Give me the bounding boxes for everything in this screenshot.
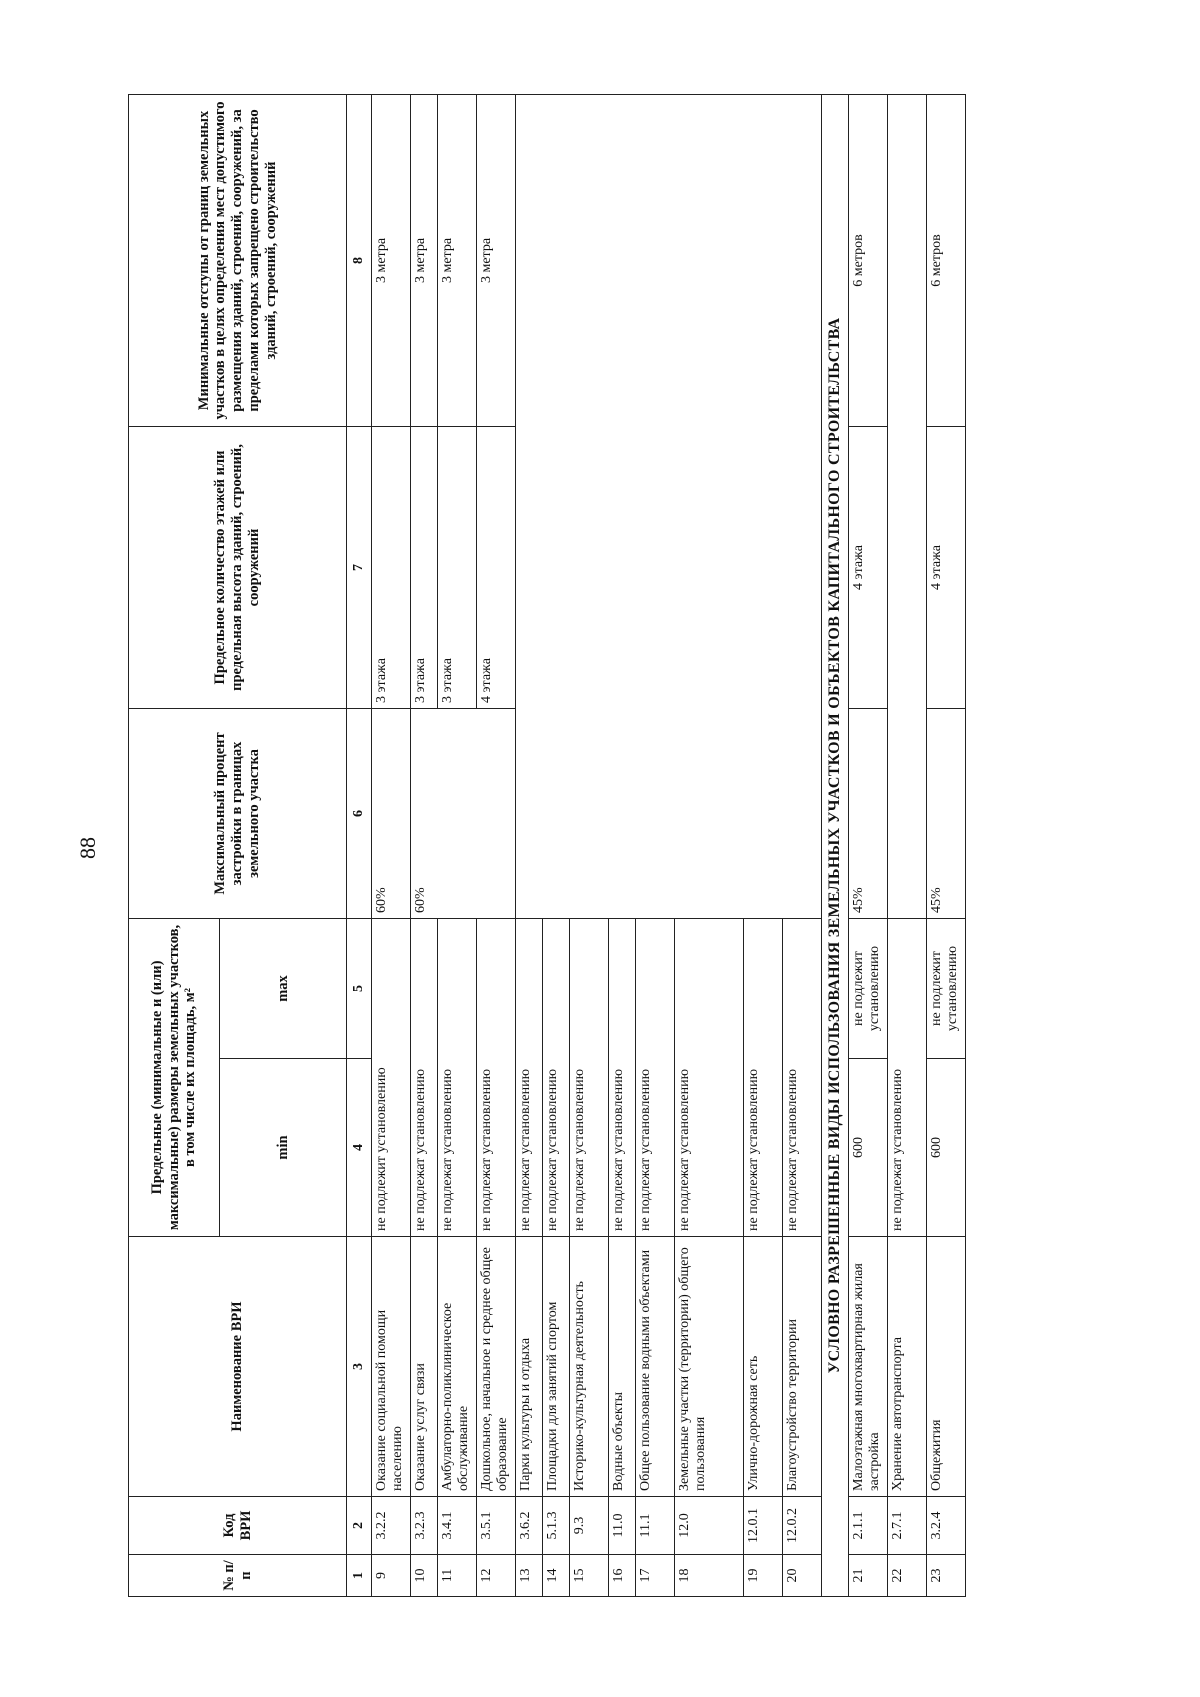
row-size: не подлежат установлению	[675, 918, 744, 1236]
row-code: 3.5.1	[477, 1497, 516, 1555]
table-row	[888, 94, 927, 1596]
column-number: 4	[347, 1059, 372, 1237]
row-floors: 3 этажа	[372, 426, 411, 708]
row-setback: 3 метра	[438, 94, 477, 426]
row-num: 14	[543, 1555, 570, 1597]
row-name: Площадки для занятий спортом	[543, 1237, 570, 1497]
row-max: не подлежит установлению	[927, 918, 966, 1058]
column-number: 3	[347, 1237, 372, 1497]
rotated-table-container	[128, 95, 1090, 1597]
column-number: 2	[347, 1497, 372, 1555]
row-num: 10	[411, 1555, 438, 1597]
header-num: № п/п	[129, 1555, 347, 1597]
row-size: не подлежат установлению	[609, 918, 636, 1236]
row-name: Улично-дорожная сеть	[744, 1237, 783, 1497]
row-name: Общее пользование водными объектами	[636, 1237, 675, 1497]
row-size: не подлежат установлению	[543, 918, 570, 1236]
row-num: 11	[438, 1555, 477, 1597]
row-floors: 4 этажа	[477, 426, 516, 708]
row-num: 21	[849, 1555, 888, 1597]
row-size: не подлежит установлению	[372, 918, 411, 1236]
row-name: Оказание услуг связи	[411, 1237, 438, 1497]
column-number: 7	[347, 426, 372, 708]
row-code: 3.2.3	[411, 1497, 438, 1555]
empty-merged-cell	[516, 94, 822, 918]
row-code: 12.0.1	[744, 1497, 783, 1555]
row-name: Хранение автотранспорта	[888, 1237, 927, 1497]
row-name: Общежития	[927, 1237, 966, 1497]
row-code: 2.1.1	[849, 1497, 888, 1555]
header-max: max	[220, 918, 347, 1058]
column-number: 8	[347, 94, 372, 426]
row-name: Оказание социальной помощи населению	[372, 1237, 411, 1497]
table-row	[849, 94, 888, 1596]
row-floors: 4 этажа	[927, 426, 966, 708]
row-setback: 3 метра	[477, 94, 516, 426]
row-code: 11.0	[609, 1497, 636, 1555]
row-percent: 45%	[849, 708, 888, 918]
row-name: Благоустройство территории	[783, 1237, 822, 1497]
row-size: не подлежат установлению	[744, 918, 783, 1236]
row-setback: 6 метров	[849, 94, 888, 426]
row-percent: 45%	[927, 708, 966, 918]
row-num: 18	[675, 1555, 744, 1597]
section-title: УСЛОВНО РАЗРЕШЕННЫЕ ВИДЫ ИСПОЛЬЗОВАНИЯ ЗЕМЕЛЬНЫХ УЧАСТКОВ И ОБЪЕКТОВ КАПИТАЛЬНОГО СТРОИТЕЛЬСТВА	[822, 94, 849, 1596]
row-num: 9	[372, 1555, 411, 1597]
row-num: 16	[609, 1555, 636, 1597]
row-name: Водные объекты	[609, 1237, 636, 1497]
row-num: 23	[927, 1555, 966, 1597]
row-max: не подлежит установлению	[849, 918, 888, 1058]
header-code: Код ВРИ	[129, 1497, 347, 1555]
row-percent: 60%	[411, 708, 516, 918]
table-row	[516, 94, 543, 1596]
row-size: не подлежат установлению	[411, 918, 438, 1236]
row-code: 3.2.2	[372, 1497, 411, 1555]
row-code: 12.0	[675, 1497, 744, 1555]
row-code: 2.7.1	[888, 1497, 927, 1555]
table-row	[927, 94, 966, 1596]
page-number: 88	[75, 837, 100, 859]
row-code: 3.4.1	[438, 1497, 477, 1555]
row-code: 5.1.3	[543, 1497, 570, 1555]
header-name: Наименование ВРИ	[129, 1237, 347, 1497]
row-setback: 3 метра	[372, 94, 411, 426]
row-num: 20	[783, 1555, 822, 1597]
header-min: min	[220, 1059, 347, 1237]
row-size: не подлежат установлению	[636, 918, 675, 1236]
header-setback: Минимальные отступы от границ земельных участков в целях определения мест допустимого размещения зданий, строений, сооружений, за пределами которых запрещено строительство зданий, строений, сооружений	[129, 94, 347, 426]
empty-merged-cell	[888, 94, 927, 918]
row-code: 3.6.2	[516, 1497, 543, 1555]
row-size: не подлежат установлению	[477, 918, 516, 1236]
row-setback: 3 метра	[411, 94, 438, 426]
row-size: не подлежат установлению	[438, 918, 477, 1236]
row-percent: 60%	[372, 708, 411, 918]
row-name: Земельные участки (территории) общего пользования	[675, 1237, 744, 1497]
row-num: 13	[516, 1555, 543, 1597]
column-number: 1	[347, 1555, 372, 1597]
row-size: не подлежат установлению	[570, 918, 609, 1236]
column-number: 5	[347, 918, 372, 1058]
row-num: 17	[636, 1555, 675, 1597]
row-code: 12.0.2	[783, 1497, 822, 1555]
row-num: 15	[570, 1555, 609, 1597]
column-number-row	[347, 94, 372, 1596]
row-code: 3.2.4	[927, 1497, 966, 1555]
header-percent: Максимальный процент застройки в границах земельного участка	[129, 708, 347, 918]
zoning-table	[128, 94, 966, 1597]
row-code: 11.1	[636, 1497, 675, 1555]
table-row	[372, 94, 411, 1596]
header-size: Предельные (минимальные и (или) максимальные) размеры земельных участков, в том числе их площадь, м²	[129, 918, 220, 1236]
row-size: не подлежат установлению	[516, 918, 543, 1236]
row-name: Амбулаторно-поликлиническое обслуживание	[438, 1237, 477, 1497]
table-row	[411, 94, 438, 1596]
row-min: 600	[927, 1059, 966, 1237]
row-floors: 4 этажа	[849, 426, 888, 708]
row-min: 600	[849, 1059, 888, 1237]
row-size: не подлежат установлению	[888, 918, 927, 1236]
column-number: 6	[347, 708, 372, 918]
row-num: 12	[477, 1555, 516, 1597]
row-floors: 3 этажа	[411, 426, 438, 708]
row-code: 9.3	[570, 1497, 609, 1555]
row-name: Дошкольное, начальное и среднее общее образование	[477, 1237, 516, 1497]
row-size: не подлежат установлению	[783, 918, 822, 1236]
row-floors: 3 этажа	[438, 426, 477, 708]
section-row	[822, 94, 849, 1596]
row-num: 19	[744, 1555, 783, 1597]
row-setback: 6 метров	[927, 94, 966, 426]
row-num: 22	[888, 1555, 927, 1597]
header-floors: Предельное количество этажей или предельная высота зданий, строений, сооружений	[129, 426, 347, 708]
row-name: Малоэтажная многоквартирная жилая застройка	[849, 1237, 888, 1497]
row-name: Парки культуры и отдыха	[516, 1237, 543, 1497]
row-name: Историко-культурная деятельность	[570, 1237, 609, 1497]
